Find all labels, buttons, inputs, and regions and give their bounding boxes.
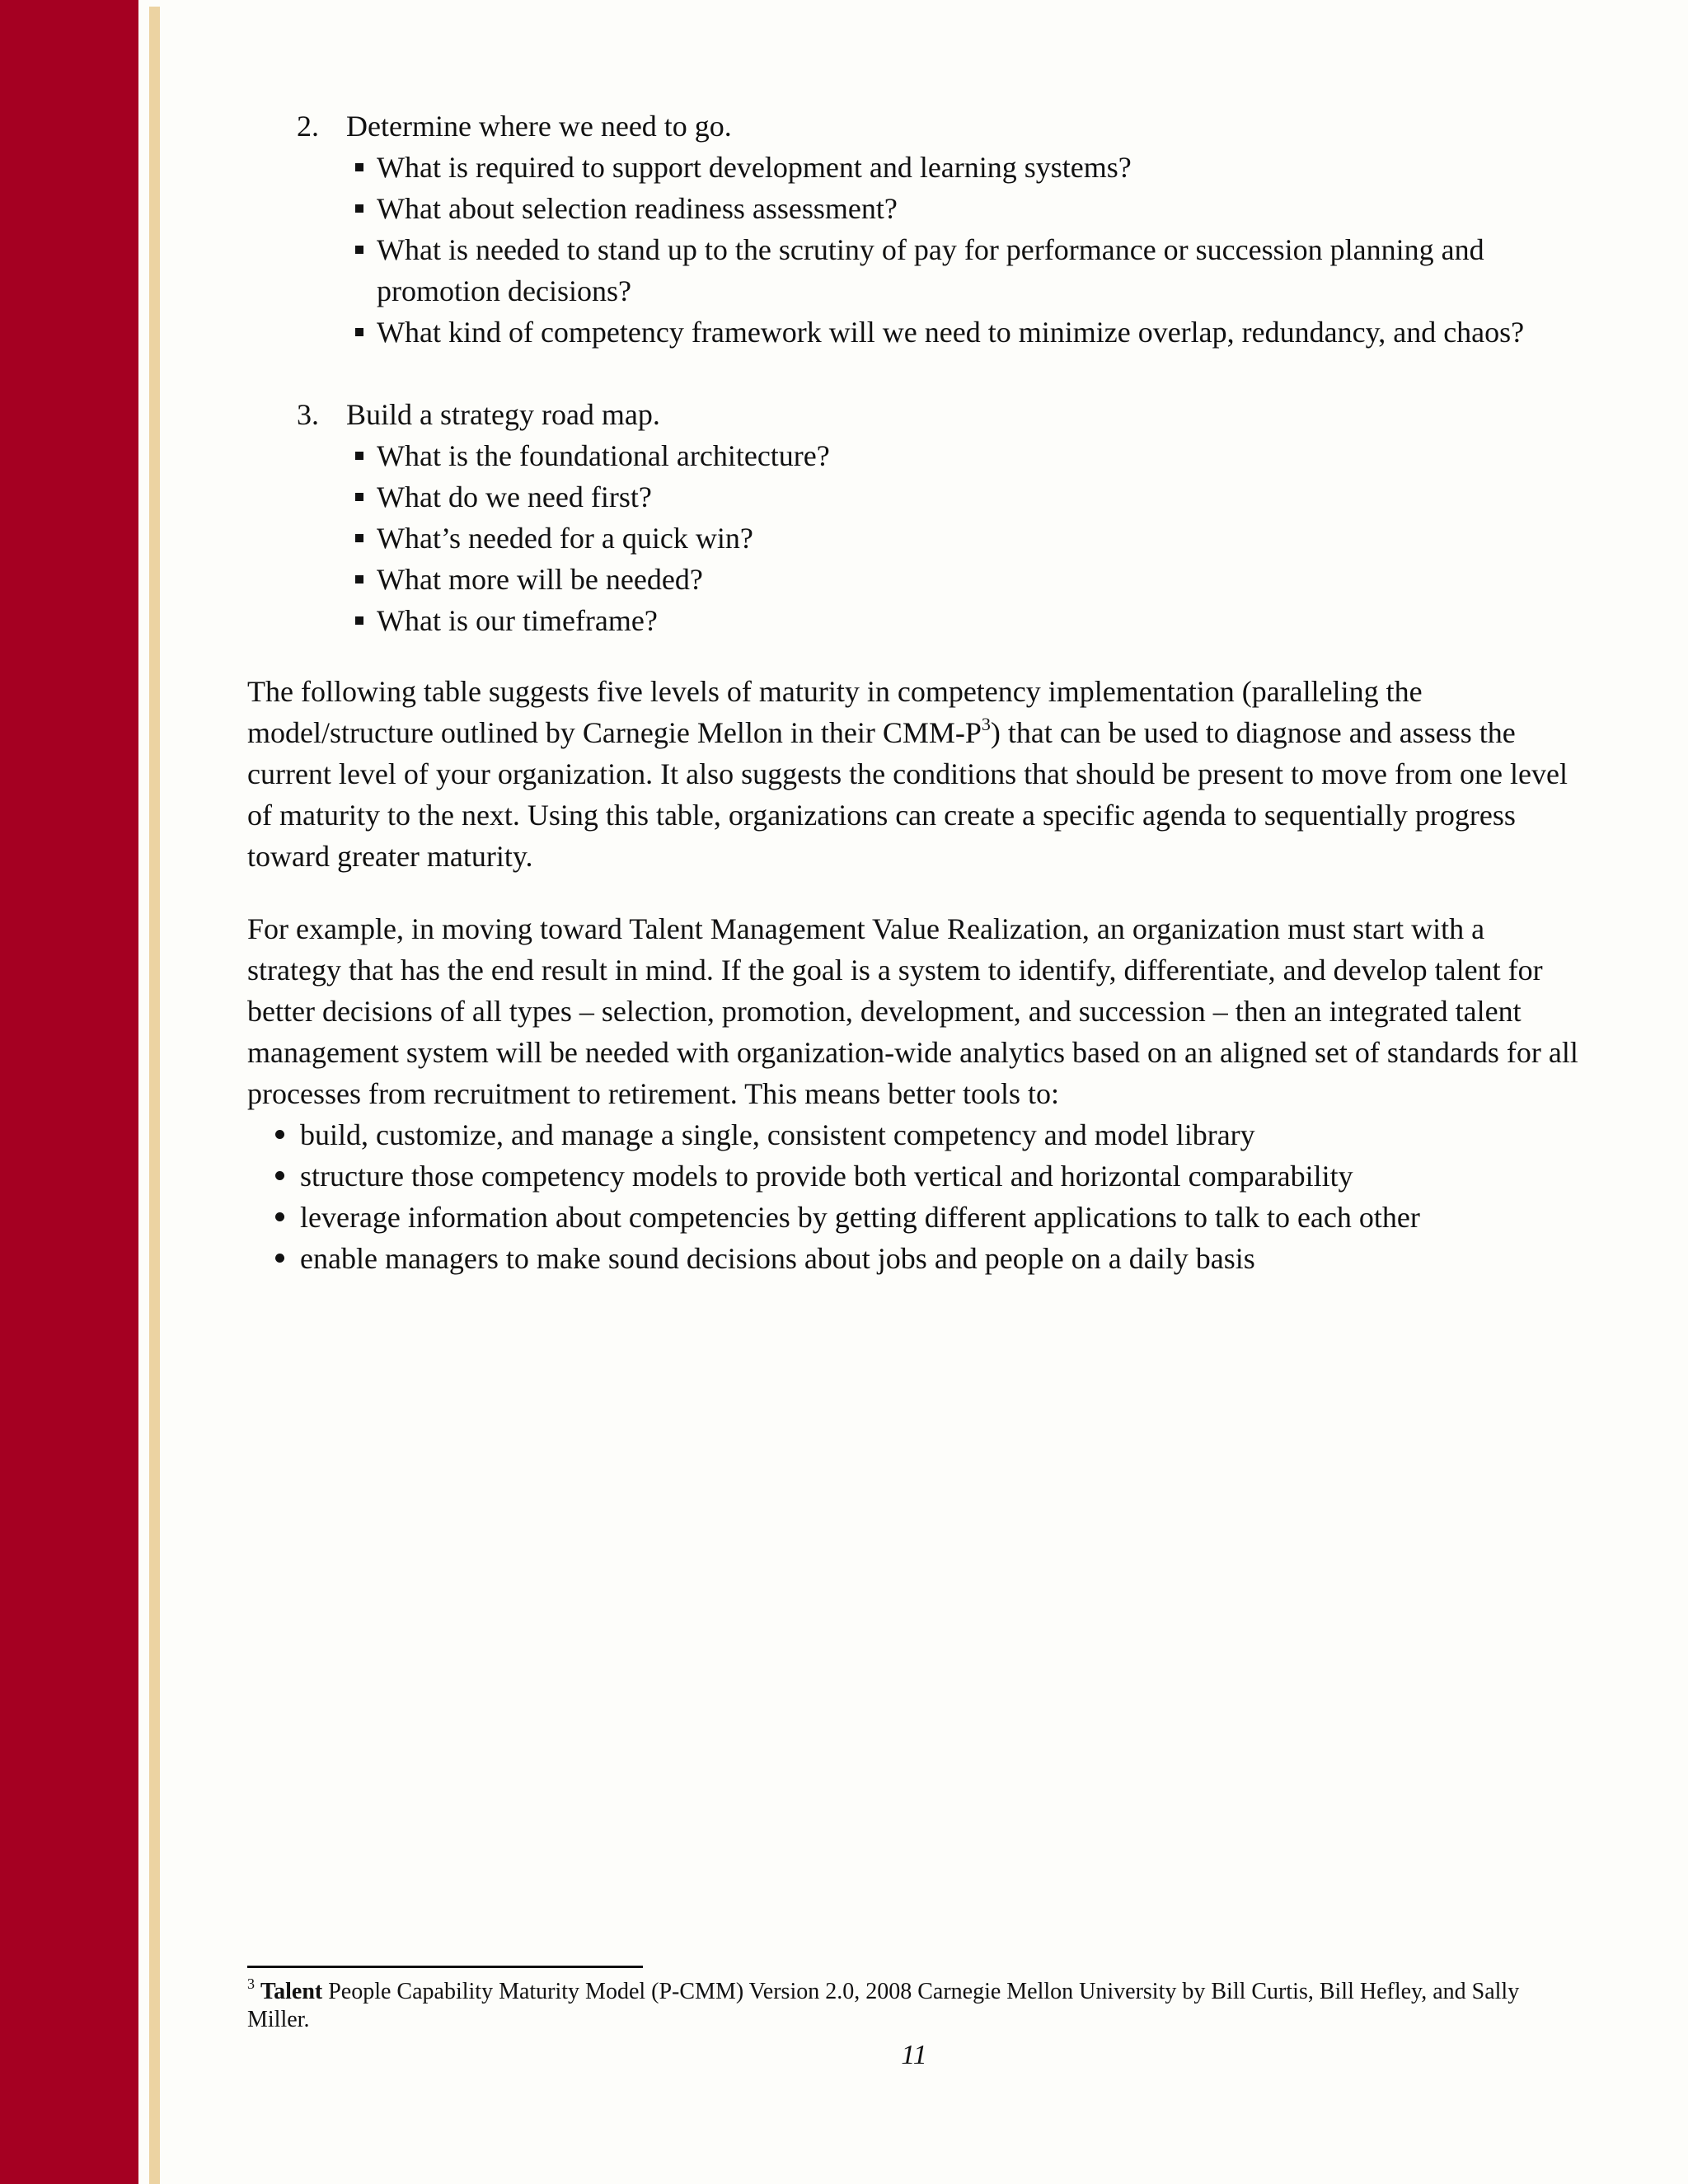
numbered-item-2 — [247, 105, 1582, 147]
footnote-bold-term: Talent — [260, 1979, 323, 2004]
bullet-item: What more will be needed? — [377, 559, 1582, 600]
item-number: 2. — [297, 110, 319, 143]
maturity-paragraph — [247, 671, 1582, 877]
bullet-item: What do we need first? — [377, 476, 1582, 518]
paragraph-text: ) that can be used to diagnose and assess the current level of your organization. It also suggests the conditions that should be present to move from one level of maturity to the next. Using this table, organizations can create a specific agenda to sequentially progress toward greater maturity. — [247, 716, 1568, 873]
tools-list — [247, 1114, 1582, 1279]
bullet-item: What kind of competency framework will we need to minimize overlap, redundancy, and chaos? — [377, 312, 1582, 353]
list-item: build, customize, and manage a single, consistent competency and model library — [300, 1114, 1582, 1155]
footnote-separator — [247, 1966, 643, 1968]
left-accent-stripe — [149, 7, 160, 2184]
numbered-item-3 — [247, 394, 1582, 435]
bullet-item: What is the foundational architecture? — [377, 435, 1582, 476]
bullet-item: What is needed to stand up to the scrutiny of pay for performance or succession planning and promotion decisions? — [377, 229, 1582, 312]
item-2-bullets — [247, 147, 1582, 353]
footnote-marker: 3 — [247, 1975, 255, 1992]
left-margin-bar — [0, 0, 138, 2184]
list-item: enable managers to make sound decisions about jobs and people on a daily basis — [300, 1238, 1582, 1279]
item-3-bullets — [247, 435, 1582, 641]
footnote — [247, 1975, 1582, 2034]
item-heading: Determine where we need to go. — [346, 110, 732, 143]
bullet-item: What’s needed for a quick win? — [377, 518, 1582, 559]
example-paragraph: For example, in moving toward Talent Management Value Realization, an organization must start with a strategy that has the end result in mind. If the goal is a system to identify, differentiate, and develop talent for better decisions of all types – selection, promotion, development, and succession – then an integrated talent management system will be needed with organization-wide analytics based on an aligned set of standards for all processes from recruitment to retirement. This means better tools to: — [247, 912, 1578, 1110]
footnote-reference[interactable]: 3 — [981, 714, 991, 734]
item-number: 3. — [297, 398, 319, 431]
page-number: 11 — [901, 2040, 927, 2070]
page-body — [247, 105, 1582, 1279]
paragraph-text: The following table suggests five levels of maturity in competency implementation (paralleling the model/structure outlined by Carnegie Mellon in their CMM-P — [247, 675, 1423, 749]
list-item: structure those competency models to provide both vertical and horizontal comparability — [300, 1155, 1582, 1197]
bullet-item: What is our timeframe? — [377, 600, 1582, 641]
list-item: leverage information about competencies by getting different applications to talk to each other — [300, 1197, 1582, 1238]
bullet-item: What about selection readiness assessment? — [377, 188, 1582, 229]
item-heading: Build a strategy road map. — [346, 398, 660, 431]
footnote-text: People Capability Maturity Model (P-CMM) Version 2.0, 2008 Carnegie Mellon University by Bill Curtis, Bill Hefley, and Sally Miller. — [247, 1979, 1520, 2032]
bullet-item: What is required to support development and learning systems? — [377, 147, 1582, 188]
